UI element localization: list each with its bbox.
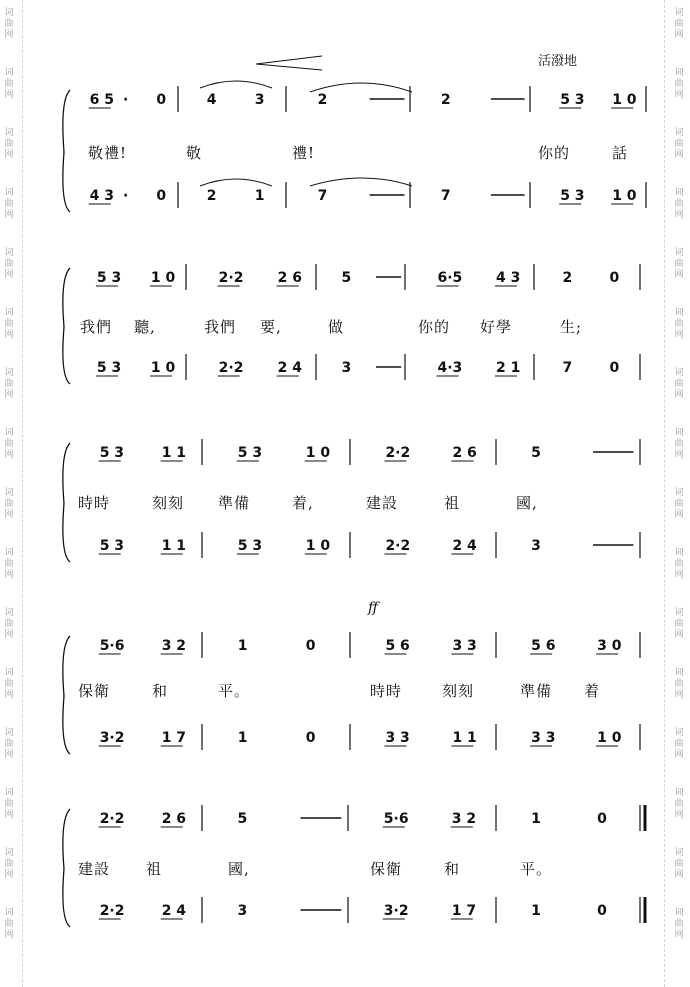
upper-note-token: 5 3: [99, 445, 125, 461]
lyric-syllable: 平。: [520, 860, 553, 878]
watermark-glyph-group: 词 曲 网: [4, 488, 14, 520]
watermark-glyph-group: 词 曲 网: [674, 248, 684, 280]
upper-note-token: 1 0: [612, 92, 637, 108]
watermark-glyph-group: 词 曲 网: [4, 248, 14, 280]
system-brace: [63, 443, 70, 562]
upper-note-token: 2·2: [385, 445, 411, 461]
tempo-marking: 活潑地: [538, 54, 578, 69]
lyric-syllable: 國,: [228, 860, 250, 878]
lyric-syllable: 時時: [370, 682, 403, 700]
upper-note-token: 5 3: [560, 92, 585, 108]
lower-note-token: 1 0: [612, 188, 637, 204]
crescendo-hairpin: [256, 56, 322, 70]
lower-note-token: 3·2: [99, 730, 125, 746]
watermark-glyph-group: 词 曲 网: [674, 68, 684, 100]
watermark-glyph-group: 词 曲 网: [4, 608, 14, 640]
lower-note-token: 2 4: [277, 360, 303, 376]
upper-note-token: 5 6: [531, 638, 556, 654]
upper-note-token: 5 3: [96, 270, 122, 286]
lower-note-token: 1: [531, 903, 541, 919]
lower-note-token: 2 4: [161, 903, 187, 919]
watermark-glyph-group: 词 曲 网: [4, 308, 14, 340]
lower-note-token: 2 4: [452, 538, 477, 554]
watermark-glyph-group: 词 曲 网: [674, 488, 684, 520]
lyric-syllable: 着,: [292, 494, 314, 512]
lower-note-token: 0: [609, 360, 620, 376]
lower-note-token: 5 3: [560, 188, 585, 204]
lyric-syllable: 時時: [78, 494, 111, 512]
lower-note-token: 1 0: [150, 360, 176, 376]
lyric-syllable: 做: [328, 318, 345, 336]
lower-note-token: 2·2: [99, 903, 125, 919]
lower-note-token: 7: [317, 188, 328, 204]
lyric-syllable: 保衛: [78, 682, 111, 700]
lyric-syllable: 要,: [260, 318, 282, 336]
watermark-glyph-group: 词 曲 网: [674, 848, 684, 880]
lower-note-token: 5 3: [96, 360, 122, 376]
watermark-glyph-group: 词 曲 网: [674, 668, 684, 700]
lower-note-token: 3: [341, 360, 352, 376]
upper-note-token: 2: [562, 270, 573, 286]
upper-note-token: 2: [317, 92, 328, 108]
lower-note-token: 2: [206, 188, 217, 204]
lyric-syllable: 聽,: [134, 318, 156, 336]
lower-note-token: 2·2: [385, 538, 411, 554]
system-brace: [63, 809, 70, 927]
upper-note-token: 4: [206, 92, 217, 108]
watermark-glyph-group: 词 曲 网: [674, 608, 684, 640]
upper-note-token: 3 2: [161, 638, 187, 654]
lyric-syllable: 生;: [560, 318, 583, 336]
lower-note-token: 3 3: [531, 730, 556, 746]
watermark-glyph-group: 词 曲 网: [674, 428, 684, 460]
lyric-syllable: 保衛: [370, 860, 403, 878]
lower-note-token: 3·2: [383, 903, 409, 919]
lyric-syllable: 着: [584, 682, 601, 700]
watermark-glyph-group: 词 曲 网: [674, 548, 684, 580]
lyric-syllable: 和: [444, 860, 461, 878]
watermark-glyph-group: 词 曲 网: [4, 788, 14, 820]
lower-note-token: 2 1: [495, 360, 521, 376]
upper-note-token: 2 6: [161, 811, 187, 827]
upper-note-token: ·: [123, 92, 129, 108]
upper-note-token: 1 0: [305, 445, 331, 461]
lower-note-token: 1: [237, 730, 248, 746]
system-brace: [63, 90, 70, 212]
lyric-syllable: 祖: [146, 860, 163, 878]
dynamic-marking: ff: [368, 600, 378, 616]
lyric-syllable: 準備: [218, 494, 251, 512]
lyric-syllable: 刻刻: [442, 682, 475, 700]
watermark-glyph-group: 词 曲 网: [4, 548, 14, 580]
lyric-syllable: 建設: [78, 860, 111, 878]
lyric-syllable: 我們: [80, 318, 113, 336]
tie-arc: [310, 178, 412, 186]
watermark-glyph-group: 词 曲 网: [674, 368, 684, 400]
watermark-glyph-group: 词 曲 网: [674, 8, 684, 40]
upper-note-token: 2·2: [218, 270, 244, 286]
lower-note-token: 7: [440, 188, 451, 204]
lyric-syllable: 話: [612, 144, 629, 162]
upper-note-token: 2: [440, 92, 451, 108]
watermark-glyph-group: 词 曲 网: [4, 8, 14, 40]
lower-note-token: 3: [237, 903, 248, 919]
upper-note-token: 5·6: [383, 811, 409, 827]
lower-note-token: 0: [597, 903, 607, 919]
watermark-glyph-group: 词 曲 网: [674, 908, 684, 940]
lyric-syllable: 禮!: [292, 144, 316, 162]
upper-note-token: 4 3: [495, 270, 521, 286]
lower-note-token: 2·2: [218, 360, 244, 376]
upper-note-token: 6 5: [89, 92, 115, 108]
lower-note-token: 0: [156, 188, 167, 204]
lower-note-token: 0: [305, 730, 316, 746]
upper-note-token: 0: [156, 92, 167, 108]
system-brace: [63, 268, 70, 384]
watermark-glyph-group: 词 曲 网: [4, 908, 14, 940]
lyric-syllable: 平。: [218, 682, 251, 700]
lower-note-token: 1 1: [452, 730, 477, 746]
lyric-syllable: 祖: [444, 494, 461, 512]
lyric-syllable: 國,: [516, 494, 538, 512]
upper-note-token: 3 3: [452, 638, 477, 654]
lower-note-token: 1 7: [161, 730, 187, 746]
lyric-syllable: 敬: [186, 144, 203, 162]
upper-note-token: 1: [531, 811, 541, 827]
system-brace: [63, 636, 70, 754]
upper-note-token: 2 6: [452, 445, 477, 461]
lower-note-token: 3 3: [385, 730, 410, 746]
lower-note-token: 4 3: [89, 188, 115, 204]
upper-note-token: 2·2: [99, 811, 125, 827]
lyric-syllable: 刻刻: [152, 494, 185, 512]
lyric-syllable: 你的: [418, 318, 451, 336]
slur-arc: [200, 179, 272, 186]
lyric-syllable: 敬禮!: [88, 144, 128, 162]
lyric-syllable: 我們: [204, 318, 237, 336]
upper-note-token: 5: [531, 445, 541, 461]
upper-note-token: 0: [305, 638, 316, 654]
upper-note-token: 3 0: [597, 638, 622, 654]
lower-note-token: 1: [254, 188, 265, 204]
lower-note-token: 5 3: [237, 538, 263, 554]
watermark-glyph-group: 词 曲 网: [674, 728, 684, 760]
upper-note-token: 5 6: [385, 638, 410, 654]
watermark-glyph-group: 词 曲 网: [674, 128, 684, 160]
lower-note-token: 1 1: [161, 538, 187, 554]
watermark-glyph-group: 词 曲 网: [4, 848, 14, 880]
lower-note-token: 1 0: [305, 538, 331, 554]
lower-note-token: 4·3: [437, 360, 463, 376]
upper-note-token: 0: [609, 270, 620, 286]
upper-note-token: 2 6: [277, 270, 303, 286]
upper-note-token: 0: [597, 811, 607, 827]
upper-note-token: 5·6: [99, 638, 125, 654]
tie-arc: [310, 83, 412, 92]
watermark-glyph-group: 词 曲 网: [674, 788, 684, 820]
lower-note-token: 5 3: [99, 538, 125, 554]
watermark-glyph-group: 词 曲 网: [4, 728, 14, 760]
lower-note-token: 7: [562, 360, 573, 376]
upper-note-token: 3: [254, 92, 265, 108]
upper-note-token: 1 1: [161, 445, 187, 461]
slur-arc: [200, 81, 272, 88]
upper-note-token: 5: [237, 811, 248, 827]
watermark-glyph-group: 词 曲 网: [4, 188, 14, 220]
lower-note-token: ·: [123, 188, 129, 204]
upper-note-token: 1 0: [150, 270, 176, 286]
watermark-glyph-group: 词 曲 网: [674, 188, 684, 220]
upper-note-token: 1: [237, 638, 248, 654]
lyric-syllable: 你的: [538, 144, 571, 162]
upper-note-token: 3 2: [451, 811, 477, 827]
lyric-syllable: 和: [152, 682, 169, 700]
watermark-glyph-group: 词 曲 网: [4, 128, 14, 160]
upper-note-token: 5 3: [237, 445, 263, 461]
watermark-glyph-group: 词 曲 网: [4, 668, 14, 700]
watermark-glyph-group: 词 曲 网: [4, 68, 14, 100]
lyric-syllable: 建設: [366, 494, 399, 512]
lyric-syllable: 好學: [480, 318, 513, 336]
lower-note-token: 1 7: [451, 903, 477, 919]
watermark-glyph-group: 词 曲 网: [4, 428, 14, 460]
lower-note-token: 3: [531, 538, 541, 554]
lyric-syllable: 準備: [520, 682, 553, 700]
watermark-glyph-group: 词 曲 网: [674, 308, 684, 340]
upper-note-token: 5: [341, 270, 352, 286]
watermark-glyph-group: 词 曲 网: [4, 368, 14, 400]
lower-note-token: 1 0: [597, 730, 622, 746]
upper-note-token: 6·5: [437, 270, 463, 286]
